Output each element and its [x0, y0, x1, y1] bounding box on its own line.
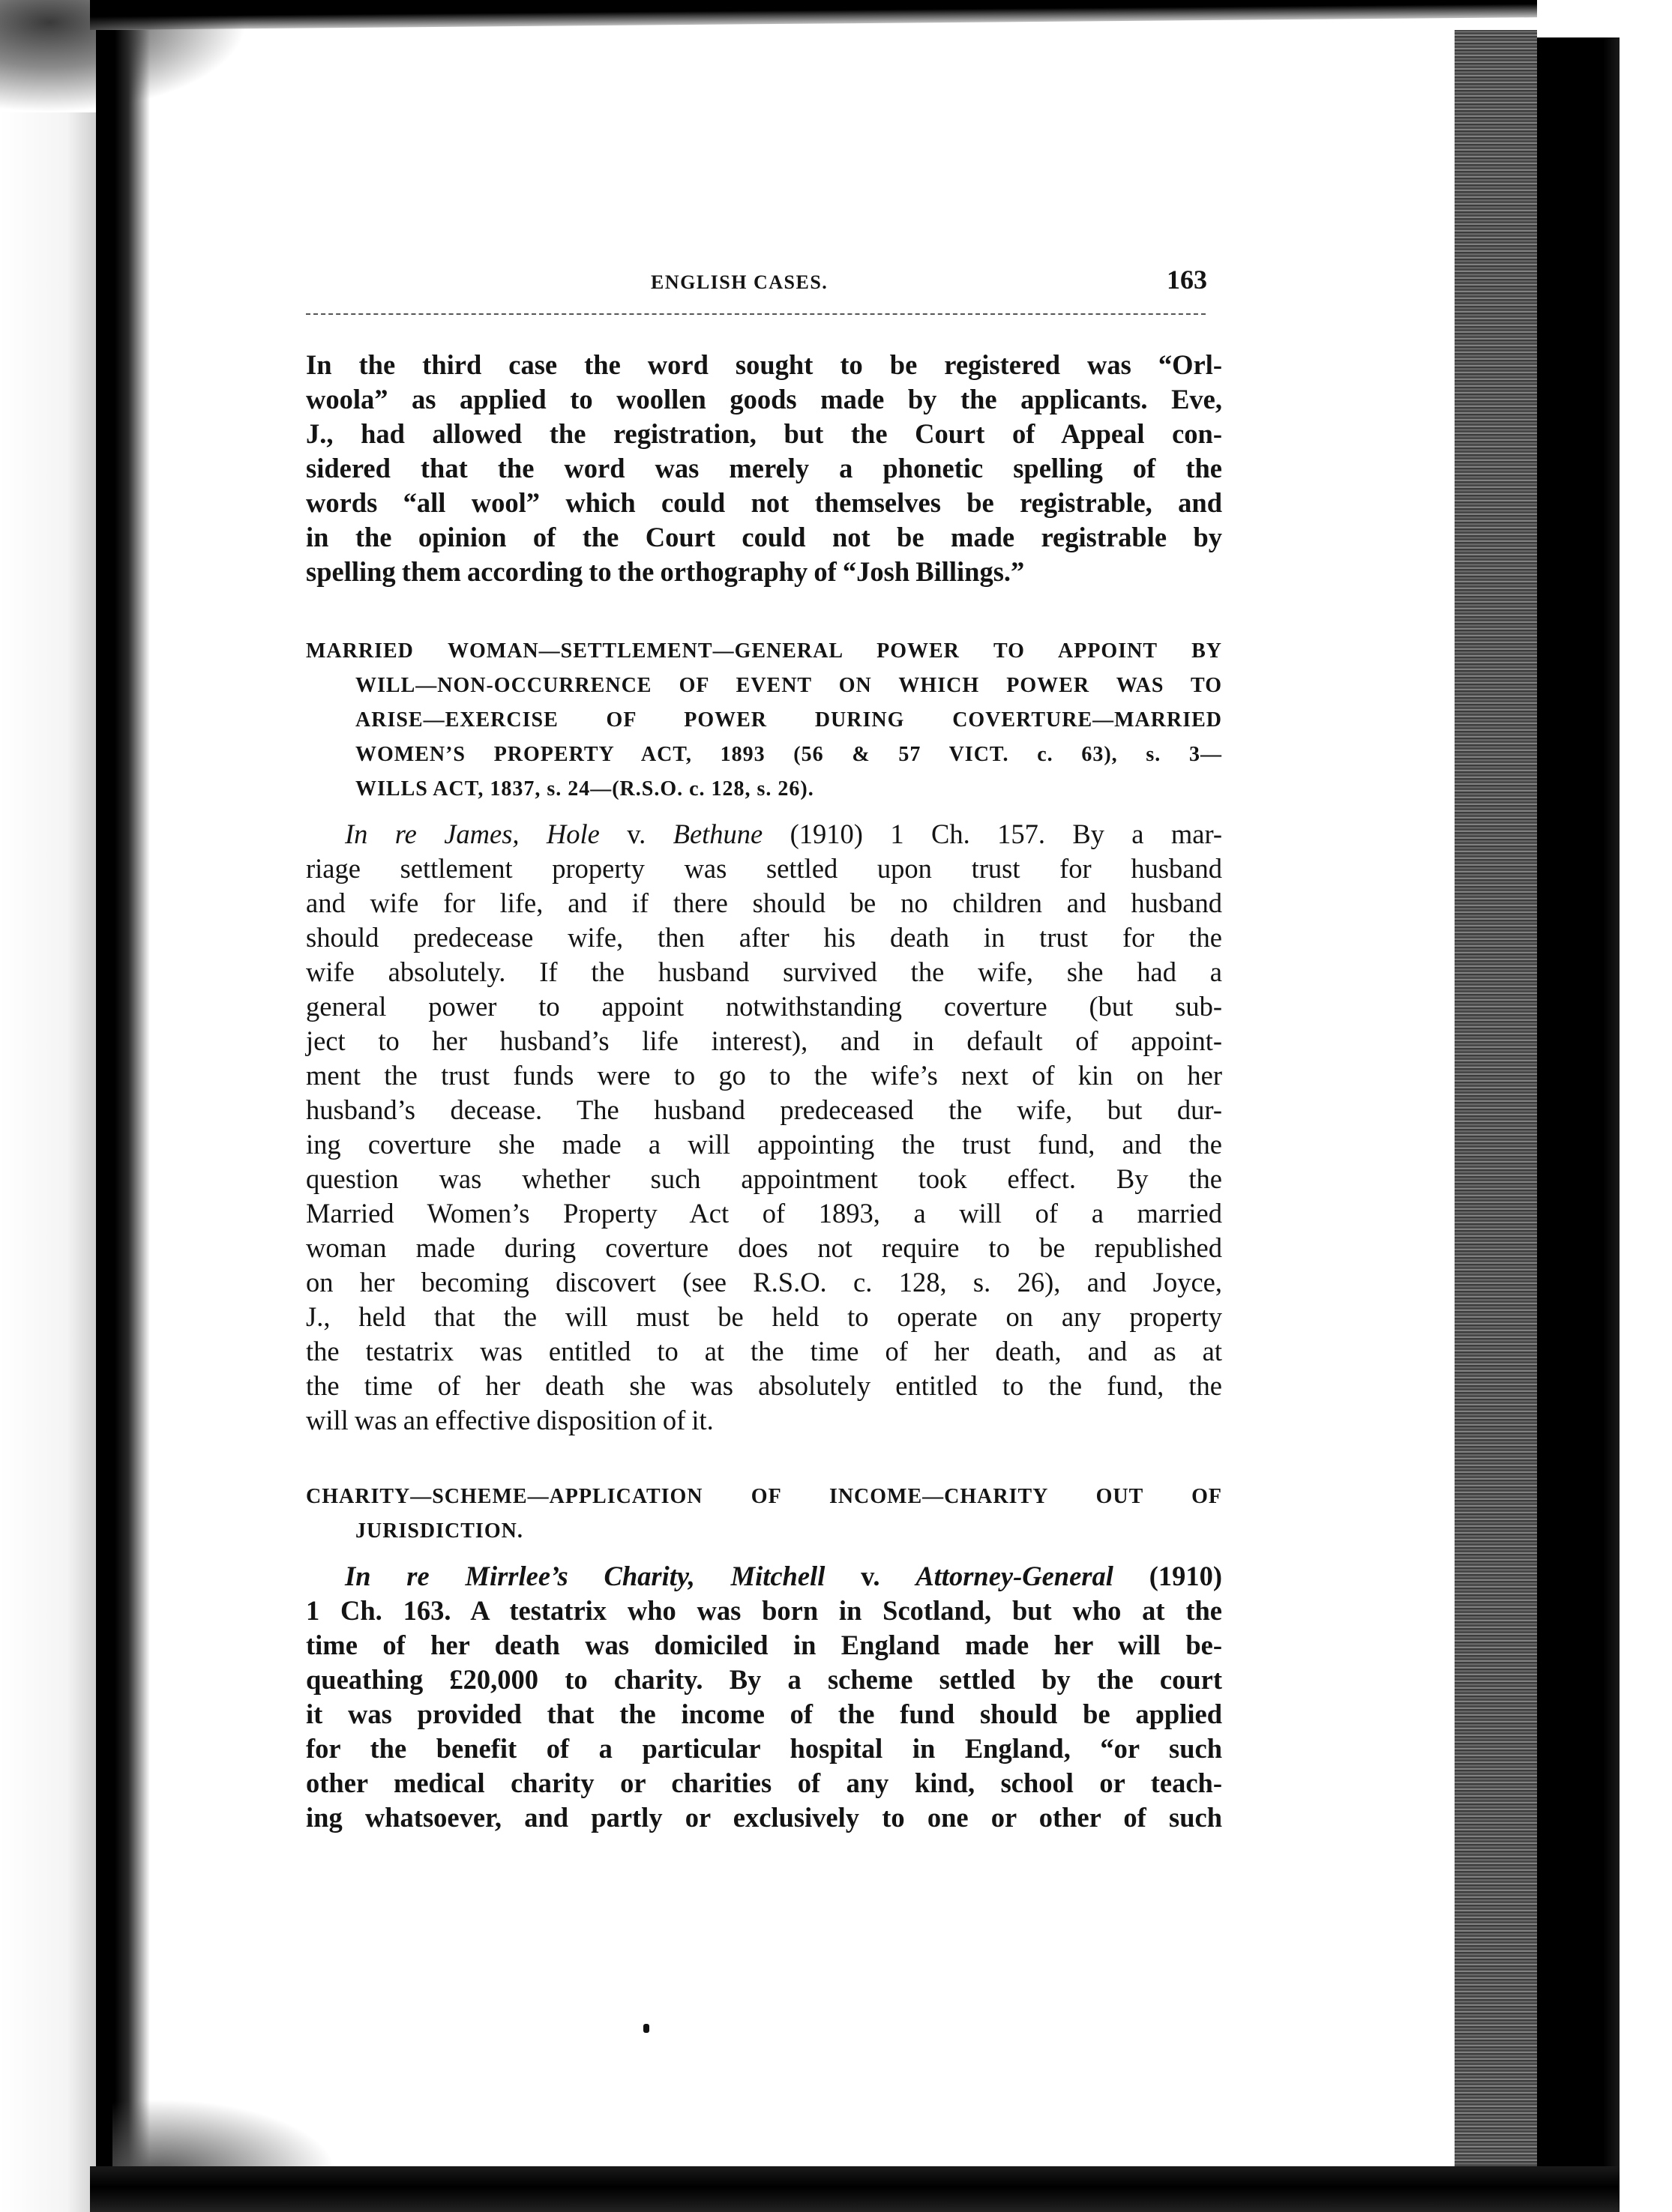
text-line: riage settlement property was settled upon trust for husband — [306, 853, 1222, 884]
text-line: on her becoming discovert (see R.S.O. c. 128, s. 26), and Joyce, — [306, 1267, 1222, 1298]
text-line: sidered that the word was merely a phonetic spelling of the — [306, 453, 1222, 483]
heading-line: ARISE—EXERCISE OF POWER DURING COVERTURE—MARRIED — [355, 708, 1222, 732]
citation: (1910) — [1149, 1561, 1223, 1591]
text-line: should predecease wife, then after his death in trust for the — [306, 922, 1222, 953]
text-line: general power to appoint notwithstanding coverture (but sub- — [306, 991, 1222, 1022]
text-line: time of her death was domiciled in England made her will be- — [306, 1630, 1222, 1660]
heading-line: WILLS ACT, 1837, s. 24—(R.S.O. c. 128, s. 26). — [355, 777, 814, 801]
scan-margin-right — [1620, 0, 1672, 2212]
heading-line: CHARITY—SCHEME—APPLICATION OF INCOME—CHARITY OUT OF — [306, 1485, 1222, 1508]
text-line: 1 Ch. 163. A testatrix who was born in Scotland, but who at the — [306, 1595, 1222, 1626]
text-line: for the benefit of a particular hospital in England, “or such — [306, 1733, 1222, 1764]
heading-line: WILL—NON-OCCURRENCE OF EVENT ON WHICH POWER WAS TO — [355, 674, 1222, 697]
heading-line: WOMEN’S PROPERTY ACT, 1893 (56 & 57 VICT. c. 63), s. 3— — [355, 743, 1222, 766]
text-line-first — [306, 817, 1222, 852]
scan-margin-left — [0, 112, 96, 2212]
citation: (1910) 1 Ch. 157. By a mar- — [790, 819, 1223, 849]
text-line: ment the trust funds were to go to the wife’s next of kin on her — [306, 1060, 1222, 1091]
text-line: ject to her husband’s life interest), and in default of appoint- — [306, 1025, 1222, 1056]
section-heading-married-woman — [306, 634, 1222, 807]
versus: v. — [861, 1561, 880, 1591]
text-line: and wife for life, and if there should be no children and husband — [306, 887, 1222, 918]
text-line: ing coverture she made a will appointing the trust fund, and the — [306, 1129, 1222, 1160]
text-line: woola” as applied to woollen goods made by the applicants. Eve, — [306, 384, 1222, 415]
text-line: Married Women’s Property Act of 1893, a will of a married — [306, 1198, 1222, 1229]
text-line: spelling them according to the orthography of “Josh Billings.” — [306, 556, 1025, 587]
text-line: In the third case the word sought to be registered was “Orl- — [306, 349, 1222, 380]
text-line: other medical charity or charities of any kind, school or teach- — [306, 1768, 1222, 1798]
text-line: the testatrix was entitled to at the time of her death, and as at — [306, 1336, 1222, 1366]
text-line: woman made during coverture does not require to be republished — [306, 1232, 1222, 1263]
case-name: In re Mirrlee’s Charity, Mitchell — [345, 1561, 826, 1591]
text-line: J., had allowed the registration, but the Court of Appeal con- — [306, 418, 1222, 449]
text-line: question was whether such appointment took effect. By the — [306, 1163, 1222, 1194]
text-line: ing whatsoever, and partly or exclusively to one or other of such — [306, 1802, 1222, 1833]
text-line-first — [306, 1559, 1222, 1594]
running-head: ENGLISH CASES. — [651, 271, 829, 293]
heading-line: JURISDICTION. — [355, 1519, 523, 1543]
scan-edge-right — [1537, 37, 1620, 2181]
scan-edge-left — [96, 30, 150, 2181]
header-rule — [306, 313, 1206, 315]
text-line: will was an effective disposition of it. — [306, 1405, 714, 1435]
paragraph-re-mirrlee — [306, 1559, 1222, 1835]
text-line: it was provided that the income of the fund should be applied — [306, 1699, 1222, 1729]
scan-edge-bottom — [90, 2166, 1620, 2212]
ink-speck — [643, 2024, 649, 2033]
paragraph-trademark-case — [306, 348, 1222, 589]
versus: v. — [627, 819, 646, 849]
text-line: wife absolutely. If the husband survived the wife, she had a — [306, 956, 1222, 987]
case-party: Attorney-General — [915, 1561, 1113, 1591]
paragraph-re-james — [306, 817, 1222, 1438]
text-line: in the opinion of the Court could not be made registrable by — [306, 522, 1222, 552]
scan-shadow-bottom-left — [112, 2099, 337, 2174]
text-line: the time of her death she was absolutely entitled to the fund, the — [306, 1370, 1222, 1401]
text-line: queathing £20,000 to charity. By a scheme settled by the court — [306, 1664, 1222, 1695]
case-name: In re James, Hole — [345, 819, 600, 849]
section-heading-charity — [306, 1480, 1222, 1549]
book-fore-edge — [1455, 30, 1537, 2189]
text-line: words “all wool” which could not themselves be registrable, and — [306, 487, 1222, 518]
book-page — [306, 0, 1223, 2166]
text-line: J., held that the will must be held to operate on any property — [306, 1301, 1222, 1332]
page-header — [306, 264, 1218, 300]
page-number: 163 — [1167, 265, 1207, 295]
text-line: husband’s decease. The husband predeceased the wife, but dur- — [306, 1094, 1222, 1125]
heading-line: MARRIED WOMAN—SETTLEMENT—GENERAL POWER TO APPOINT BY — [306, 639, 1222, 663]
case-party: Bethune — [673, 819, 763, 849]
